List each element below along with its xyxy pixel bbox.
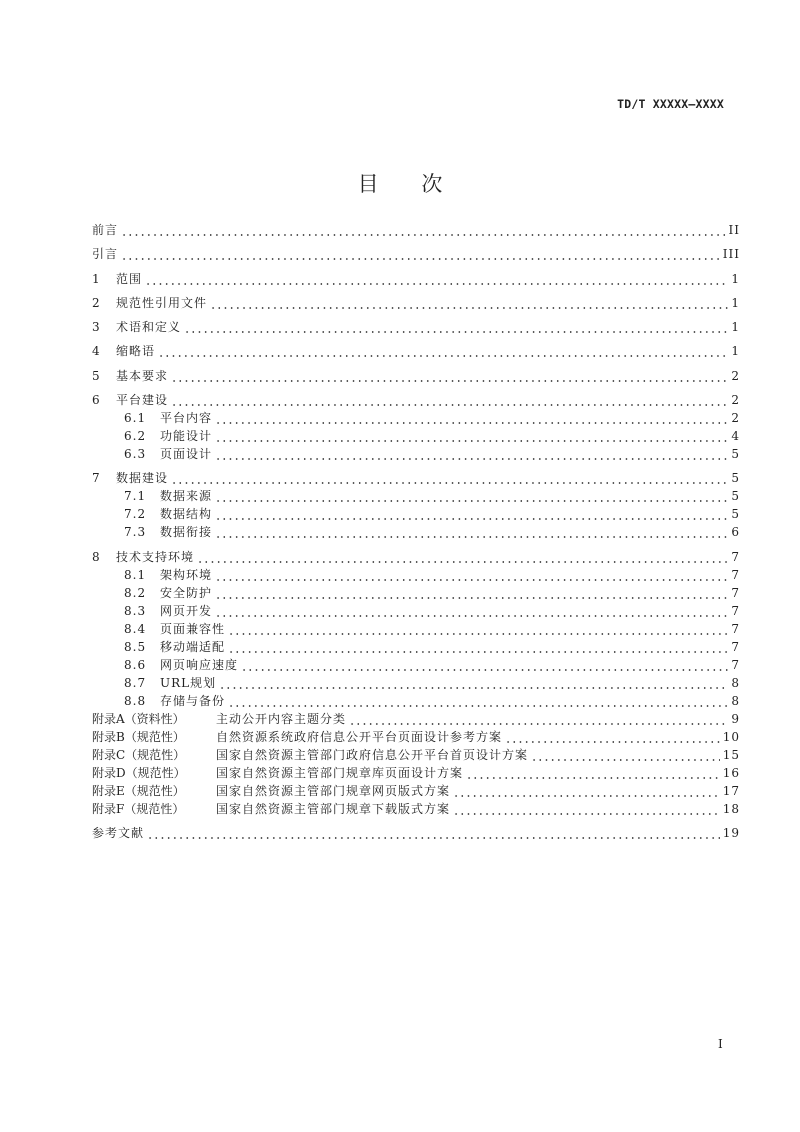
toc-entry[interactable]	[92, 245, 740, 263]
toc-entry-number: 附录F（规范性）	[92, 801, 185, 816]
toc-entry-page: 1	[731, 295, 740, 310]
toc-entry-page: 8	[731, 675, 740, 690]
dot-leader	[158, 342, 728, 360]
toc-entry-page: 6	[731, 525, 740, 540]
toc-entry[interactable]	[92, 221, 740, 239]
toc-entry-number: 附录B（规范性）	[92, 729, 185, 744]
dot-leader	[215, 445, 728, 463]
toc-entry-number: 8.7	[124, 675, 147, 690]
toc-entry-page: 7	[731, 621, 740, 636]
toc-entry-title: 术语和定义	[116, 320, 182, 335]
toc-entry-page: 1	[731, 344, 740, 359]
toc-entry[interactable]	[92, 270, 740, 288]
toc-entry-page: 5	[731, 447, 740, 462]
toc-entry-title: 网页响应速度	[160, 657, 239, 672]
dot-leader	[215, 566, 728, 584]
toc-entry-number: 8.2	[124, 585, 147, 600]
toc-entry-title: 页面兼容性	[160, 621, 226, 636]
dot-leader	[453, 800, 720, 818]
toc-entry-number: 1	[92, 271, 100, 286]
toc-entry[interactable]	[92, 638, 740, 656]
toc-entry-title: 平台内容	[160, 411, 213, 426]
dot-leader	[228, 620, 728, 638]
dot-leader	[228, 692, 728, 710]
toc-entry-number: 6.3	[124, 447, 147, 462]
toc-entry[interactable]	[92, 656, 740, 674]
toc-entry[interactable]	[92, 800, 740, 818]
toc-entry-page: 9	[731, 711, 740, 726]
toc-entry[interactable]	[92, 391, 740, 409]
toc-entry[interactable]	[92, 505, 740, 523]
toc-entry-page: 5	[731, 489, 740, 504]
dot-leader	[228, 638, 728, 656]
toc-entry[interactable]	[92, 294, 740, 312]
toc-entry-title: 安全防护	[160, 585, 213, 600]
toc-entry[interactable]	[92, 487, 740, 505]
toc-entry[interactable]	[92, 548, 740, 566]
toc-entry-page: 7	[731, 549, 740, 564]
toc-entry-number: 6	[92, 393, 100, 408]
toc-entry[interactable]	[92, 469, 740, 487]
toc-entry[interactable]	[92, 764, 740, 782]
toc-entry-page: 16	[722, 765, 740, 780]
toc-entry-page: 7	[731, 585, 740, 600]
toc-entry-title: 架构环境	[160, 567, 213, 582]
toc-entry-number: 6.2	[124, 429, 147, 444]
dot-leader	[147, 824, 720, 842]
table-of-contents	[92, 221, 740, 842]
page-title: 目 次	[357, 172, 461, 196]
toc-entry[interactable]	[92, 342, 740, 360]
toc-entry-number: 8.6	[124, 657, 147, 672]
toc-entry[interactable]	[92, 427, 740, 445]
toc-entry-page: 15	[722, 747, 740, 762]
toc-entry-title: 数据来源	[160, 489, 213, 504]
toc-entry-number: 附录E（规范性）	[92, 783, 185, 798]
toc-entry-title: 国家自然资源主管部门规章网页版式方案	[216, 783, 451, 798]
dot-leader	[241, 656, 728, 674]
toc-entry-page: 8	[731, 693, 740, 708]
toc-entry[interactable]	[92, 728, 740, 746]
dot-leader	[184, 318, 728, 336]
toc-entry-number: 附录D（规范性）	[92, 765, 186, 780]
dot-leader	[215, 409, 728, 427]
toc-entry-page: 10	[722, 729, 740, 744]
toc-entry[interactable]	[92, 782, 740, 800]
dot-leader	[210, 294, 728, 312]
toc-entry-number: 8.3	[124, 603, 147, 618]
toc-entry-title: 范围	[116, 271, 143, 286]
toc-entry[interactable]	[92, 620, 740, 638]
toc-entry[interactable]	[92, 824, 740, 842]
toc-entry[interactable]	[92, 602, 740, 620]
toc-entry-number: 7.2	[124, 507, 147, 522]
toc-entry-title: 自然资源系统政府信息公开平台页面设计参考方案	[216, 729, 503, 744]
toc-entry-title: 数据建设	[116, 471, 169, 486]
toc-entry[interactable]	[92, 674, 740, 692]
toc-entry-title: 功能设计	[160, 429, 213, 444]
dot-leader	[219, 674, 728, 692]
toc-entry-page: 7	[731, 603, 740, 618]
toc-entry[interactable]	[92, 523, 740, 541]
dot-leader	[171, 469, 728, 487]
toc-entry-page: 4	[731, 429, 740, 444]
toc-entry-number: 7.3	[124, 525, 147, 540]
toc-entry[interactable]	[92, 445, 740, 463]
toc-entry-number: 8.4	[124, 621, 147, 636]
toc-entry-title: 网页开发	[160, 603, 213, 618]
dot-leader	[215, 584, 728, 602]
dot-leader	[466, 764, 720, 782]
toc-entry-page: 1	[731, 320, 740, 335]
toc-entry-page: 19	[722, 825, 740, 840]
toc-entry-title: 平台建设	[116, 393, 169, 408]
toc-entry[interactable]	[92, 409, 740, 427]
toc-entry-page: II	[728, 223, 740, 237]
toc-entry-page: 2	[731, 368, 740, 383]
toc-entry-number: 8.1	[124, 567, 147, 582]
document-code: TD/T XXXXX—XXXX	[617, 97, 724, 111]
toc-entry-number: 2	[92, 295, 100, 310]
toc-entry-page: 18	[722, 801, 740, 816]
toc-entry-page: 5	[731, 507, 740, 522]
toc-entry-number: 6.1	[124, 411, 147, 426]
toc-entry[interactable]	[92, 692, 740, 710]
toc-entry-page: 7	[731, 567, 740, 582]
toc-entry[interactable]	[92, 367, 740, 385]
toc-entry-page: 2	[731, 393, 740, 408]
toc-entry-page: III	[722, 247, 740, 262]
page-number: I	[718, 1037, 723, 1051]
dot-leader	[171, 367, 728, 385]
toc-entry-title: URL规划	[160, 675, 217, 690]
toc-entry-title: 前言	[92, 223, 119, 237]
toc-entry-page: 7	[731, 639, 740, 654]
dot-leader	[145, 270, 728, 288]
dot-leader	[215, 523, 728, 541]
toc-entry-title: 移动端适配	[160, 639, 226, 654]
dot-leader	[171, 391, 728, 409]
dot-leader	[215, 427, 728, 445]
toc-entry-title: 存储与备份	[160, 693, 226, 708]
toc-entry-page: 5	[731, 471, 740, 486]
toc-entry[interactable]	[92, 566, 740, 584]
toc-entry-number: 附录C（规范性）	[92, 747, 186, 762]
dot-leader	[349, 710, 728, 728]
toc-entry-title: 国家自然资源主管部门政府信息公开平台首页设计方案	[216, 747, 529, 762]
toc-entry[interactable]	[92, 746, 740, 764]
toc-entry-title: 国家自然资源主管部门规章库页面设计方案	[216, 765, 464, 780]
dot-leader	[215, 602, 728, 620]
dot-leader	[121, 221, 726, 239]
toc-entry-number: 附录A（资料性）	[92, 711, 185, 726]
toc-entry-number: 8.8	[124, 693, 147, 708]
toc-entry-title: 参考文献	[92, 825, 145, 840]
toc-entry-page: 2	[731, 411, 740, 426]
toc-entry-title: 主动公开内容主题分类	[216, 711, 347, 726]
toc-entry-number: 8.5	[124, 639, 147, 654]
toc-entry-title: 缩略语	[116, 344, 156, 359]
dot-leader	[215, 487, 728, 505]
toc-entry-page: 17	[722, 783, 740, 798]
toc-entry-title: 引言	[92, 247, 119, 262]
dot-leader	[215, 505, 728, 523]
toc-entry-title: 国家自然资源主管部门规章下载版式方案	[216, 801, 451, 816]
toc-entry-page: 7	[731, 657, 740, 672]
toc-entry[interactable]	[92, 710, 740, 728]
dot-leader	[121, 245, 720, 263]
toc-entry-number: 7	[92, 471, 100, 486]
dot-leader	[197, 548, 728, 566]
dot-leader	[531, 746, 720, 764]
toc-entry[interactable]	[92, 318, 740, 336]
dot-leader	[453, 782, 720, 800]
toc-entry-number: 5	[92, 368, 100, 383]
dot-leader	[505, 728, 720, 746]
toc-entry[interactable]	[92, 584, 740, 602]
toc-entry-title: 数据衔接	[160, 525, 213, 540]
toc-entry-title: 基本要求	[116, 368, 169, 383]
toc-entry-title: 页面设计	[160, 447, 213, 462]
toc-entry-number: 3	[92, 320, 100, 335]
toc-entry-title: 规范性引用文件	[116, 295, 208, 310]
toc-entry-number: 7.1	[124, 489, 147, 504]
toc-entry-title: 技术支持环境	[116, 549, 195, 564]
toc-entry-title: 数据结构	[160, 507, 213, 522]
toc-entry-number: 8	[92, 549, 100, 564]
toc-entry-page: 1	[731, 271, 740, 286]
toc-entry-number: 4	[92, 344, 100, 359]
